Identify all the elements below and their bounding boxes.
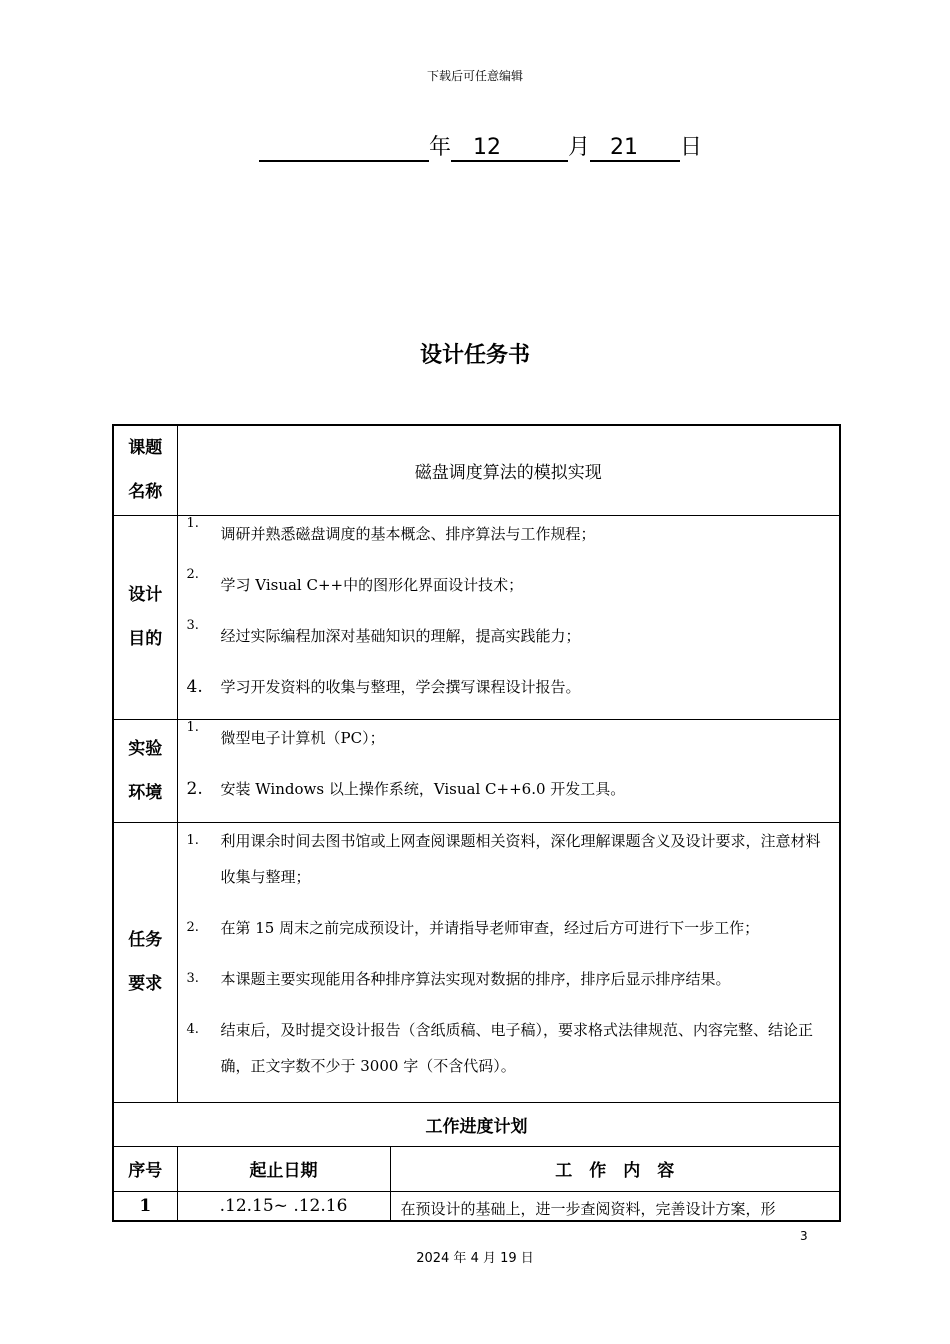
list-item: 1. 利用课余时间去图书馆或上网查阅课题相关资料，深化理解课题含义及设计要求，注意材料收集与整理；: [186, 831, 821, 886]
schedule-title: 工作进度计划: [113, 1102, 840, 1146]
list-item: 3. 经过实际编程加深对基础知识的理解，提高实践能力；: [186, 617, 581, 645]
page-number: 3: [800, 1229, 808, 1243]
requirements-row: [113, 822, 840, 1102]
list-item: 1. 微型电子计算机（PC）；: [186, 719, 385, 747]
row-date: .12.15~ .12.16: [177, 1191, 390, 1221]
purpose-row: [113, 515, 840, 719]
list-item: 1. 调研并熟悉磁盘调度的基本概念、排序算法与工作规程；: [186, 515, 596, 543]
topic-value: 磁盘调度算法的模拟实现: [177, 425, 840, 515]
footer-date: 2024 年 4 月 19 日: [416, 1251, 534, 1266]
topic-label: 课题 名称: [113, 425, 177, 515]
month-label: 月: [568, 135, 591, 160]
list-item: 3. 本课题主要实现能用各种排序算法实现对数据的排序，排序后显示排序结果。: [186, 969, 731, 988]
purpose-label: 设计 目的: [113, 515, 177, 719]
environment-label: 实验 环境: [113, 719, 177, 822]
row-content: 在预设计的基础上，进一步查阅资料，完善设计方案，形: [390, 1191, 840, 1221]
header-no: 序号: [113, 1146, 177, 1191]
row-no: 1: [113, 1191, 177, 1221]
schedule-header-row: [113, 1146, 840, 1191]
year-label: 年: [429, 135, 452, 160]
list-item: 4. 结束后，及时提交设计报告（含纸质稿、电子稿），要求格式法律规范、内容完整、结论正确，正文字数不少于 3000 字（不含代码）。: [186, 1020, 814, 1075]
header-content: 工 作 内 容: [390, 1146, 840, 1191]
purpose-list: [177, 515, 840, 719]
topic-row: [113, 425, 840, 515]
day-label: 日: [680, 135, 703, 160]
date-line: [259, 134, 702, 164]
list-item: 2. 安装 Windows 以上操作系统，Visual C++6.0 开发工具。: [186, 778, 626, 799]
requirements-label: 任务 要求: [113, 822, 177, 1102]
task-table: [112, 424, 841, 1222]
schedule-title-row: [113, 1102, 840, 1146]
header-date: 起止日期: [177, 1146, 390, 1191]
requirements-list: [177, 822, 840, 1102]
year-blank: [259, 134, 429, 162]
month-value: 12: [451, 134, 568, 162]
list-item: 2. 学习 Visual C++中的图形化界面设计技术；: [186, 566, 524, 594]
environment-list: [177, 719, 840, 822]
day-value: 21: [590, 134, 680, 162]
list-item: 2. 在第 15 周末之前完成预设计，并请指导老师审查，经过后方可进行下一步工作；: [186, 918, 760, 937]
environment-row: [113, 719, 840, 822]
page-title: 设计任务书: [419, 343, 530, 368]
table-row: [113, 1191, 840, 1221]
header-note: 下载后可任意编辑: [426, 69, 523, 83]
list-item: 4. 学习开发资料的收集与整理，学会撰写课程设计报告。: [186, 676, 581, 697]
